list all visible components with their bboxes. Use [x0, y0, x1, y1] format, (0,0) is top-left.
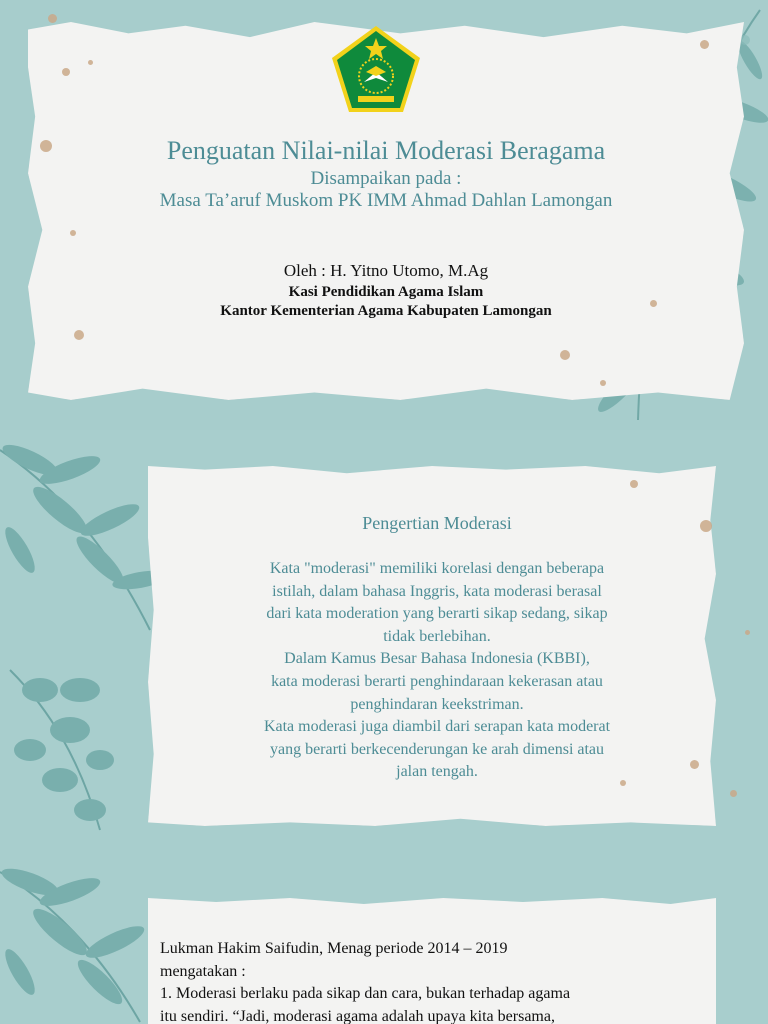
- body-line: mengatakan :: [160, 962, 246, 980]
- body-line: istilah, dalam bahasa Inggris, kata moderasi berasal: [272, 582, 602, 600]
- body-line: Kata "moderasi" memiliki korelasi dengan beberapa: [269, 560, 605, 577]
- body-line: dari kata moderation yang berarti sikap sedang, sikap: [266, 605, 608, 623]
- leaf-decoration-icon: [0, 862, 170, 1024]
- subtitle-event-name: Masa Ta’aruf Muskom PK IMM Ahmad Dahlan Lamongan: [159, 190, 613, 211]
- title-slide: [0, 0, 768, 430]
- body-line: Dalam Kamus Besar Bahasa Indonesia (KBBI),: [284, 650, 590, 668]
- subtitle-presented-at: Disampaikan pada :: [310, 168, 462, 189]
- body-line: tidak berlebihan.: [383, 627, 491, 645]
- body-line: Kata moderasi juga diambil dari serapan kata moderat: [263, 718, 611, 736]
- author-office: Kantor Kementerian Agama Kabupaten Lamongan: [220, 303, 552, 319]
- body-line: penghindaran keekstriman.: [350, 695, 524, 713]
- body-line: jalan tengah.: [396, 763, 478, 781]
- body-line: Lukman Hakim Saifudin, Menag periode 2014 – 2019: [160, 940, 508, 957]
- author-line: Oleh : H. Yitno Utomo, M.Ag: [283, 261, 489, 280]
- presentation-title: Penguatan Nilai-nilai Moderasi Beragama: [166, 136, 606, 165]
- body-line: 1. Moderasi berlaku pada sikap dan cara, bukan terhadap agama: [160, 985, 571, 1002]
- quote-body: [160, 938, 660, 1024]
- ministry-emblem-logo-icon: [330, 24, 422, 114]
- author-position: Kasi Pendidikan Agama Islam: [288, 284, 484, 300]
- body-line: yang berarti berkecenderungan ke arah dimensi atau: [269, 740, 605, 758]
- body-line: itu sendiri. “Jadi, moderasi agama adalah upaya kita bersama,: [160, 1007, 555, 1024]
- body-line: kata moderasi berarti penghindaraan kekerasan atau: [271, 672, 603, 690]
- definition-body: [212, 558, 662, 784]
- definition-slide: [0, 430, 768, 862]
- section-heading: Pengertian Moderasi: [362, 513, 512, 533]
- quote-slide: [0, 862, 768, 1024]
